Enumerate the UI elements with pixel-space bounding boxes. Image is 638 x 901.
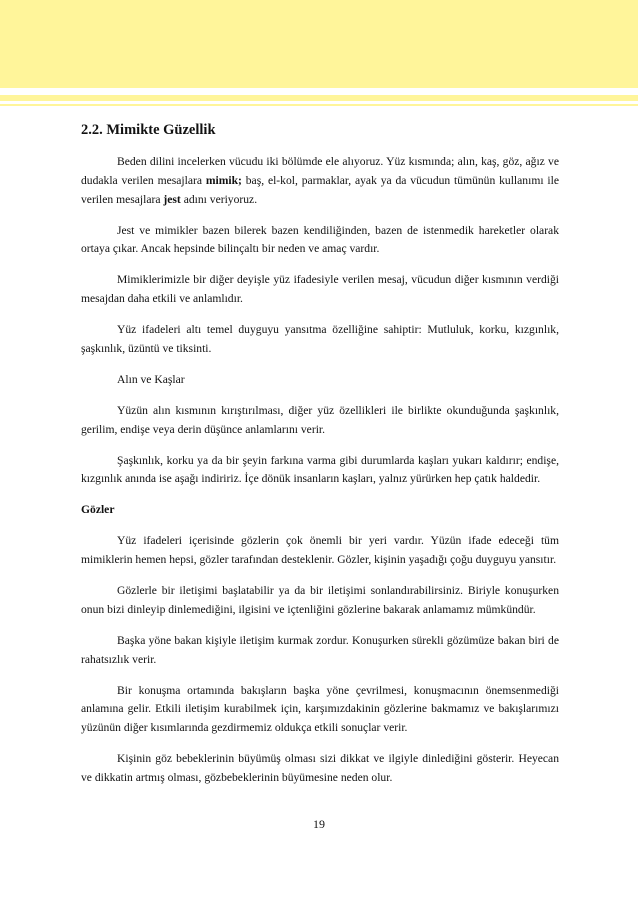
term-mimik: mimik; xyxy=(205,173,242,187)
subheading-brows: Alın ve Kaşlar xyxy=(117,372,185,386)
header-rule xyxy=(0,95,638,101)
header-band xyxy=(0,0,638,88)
page-content xyxy=(81,122,559,800)
paragraph-11: Kişinin göz bebeklerinin büyümüş olması sizi dikkat ve ilgiyle dinlediğini gösterir. Heyecan ve dikkatin artmış olması, gözbebeklerinin büyümesine neden olur. xyxy=(81,752,559,784)
term-jest: jest xyxy=(163,192,181,206)
paragraph-1 xyxy=(81,153,559,209)
paragraph-1-text-b: baş, el-kol, parmaklar, ayak ya da vücudun tümünün kullanımı ile verilen mesajlara xyxy=(81,173,559,206)
paragraph-5: Yüzün alın kısmının kırıştırılması, diğer yüz özellikleri ile birlikte okunduğunda şaşkınlık, gerilim, endişe veya derin düşünce anlamlarını verir. xyxy=(81,403,559,436)
paragraph-7: Yüz ifadeleri içerisinde gözlerin çok önemli bir yeri vardır. Yüzün ifade edeceği tüm mimiklerin hemen hepsi, gözler tarafından desteklenir. Gözler, kişinin yaşadığı çoğu duyguyu yansıtır. xyxy=(81,534,559,567)
paragraph-2: Jest ve mimikler bazen bilerek bazen kendiliğinden, bazen de istenmedik hareketler olarak ortaya çıkar. Ancak hepsinde bilinçaltı bir neden ve amaç vardır. xyxy=(81,223,559,256)
subheading-eyes: Gözler xyxy=(81,503,115,517)
page-number: 19 xyxy=(313,817,325,831)
paragraph-1-text-a: Beden dilini incelerken vücudu iki bölümde ele alıyoruz. Yüz kısmında; alın, kaş, göz, ağız ve dudakla verilen mesajlara xyxy=(81,155,559,187)
paragraph-6: Şaşkınlık, korku ya da bir şeyin farkına varma gibi durumlarda kaşları yukarı kaldırır; endişe, kızgınlık anında ise aşağı indiririz. İçe dönük insanların kaşları, yalnız yürürken hep çatık haldedir. xyxy=(81,453,559,486)
paragraph-8: Gözlerle bir iletişimi başlatabilir ya da bir iletişimi sonlandırabilirsiniz. Biriyle konuşurken onun bizi dinleyip dinlemediğini, ilgisini ve içtenliğini gözlerine bakarak anlamamız mümkündür. xyxy=(81,584,559,616)
paragraph-3: Mimiklerimizle bir diğer deyişle yüz ifadesiyle verilen mesaj, vücudun diğer kısmının verdiği mesajdan daha etkili ve anlamlıdır. xyxy=(81,273,559,306)
paragraph-1-text-c: adını veriyoruz. xyxy=(180,192,258,206)
paragraph-10: Bir konuşma ortamında bakışların başka yöne çevrilmesi, konuşmacının önemsenmediği anlamına gelir. Etkili iletişim kurabilmek için, karşımızdakinin gözlerine bakmamız ve bakışlarımızı yüzünün diğer kısımlarında gezdirmemiz oldukça etkili sonuçlar verir. xyxy=(81,683,559,735)
section-title: 2.2. Mimikte Güzellik xyxy=(81,122,216,138)
paragraph-4: Yüz ifadeleri altı temel duyguyu yansıtma özelliğine sahiptir: Mutluluk, korku, kızgınlık, şaşkınlık, üzüntü ve tiksinti. xyxy=(81,323,559,355)
header-rule-thin xyxy=(0,104,638,106)
paragraph-9: Başka yöne bakan kişiyle iletişim kurmak zordur. Konuşurken sürekli gözümüze bakan biri de rahatsızlık verir. xyxy=(81,633,559,666)
